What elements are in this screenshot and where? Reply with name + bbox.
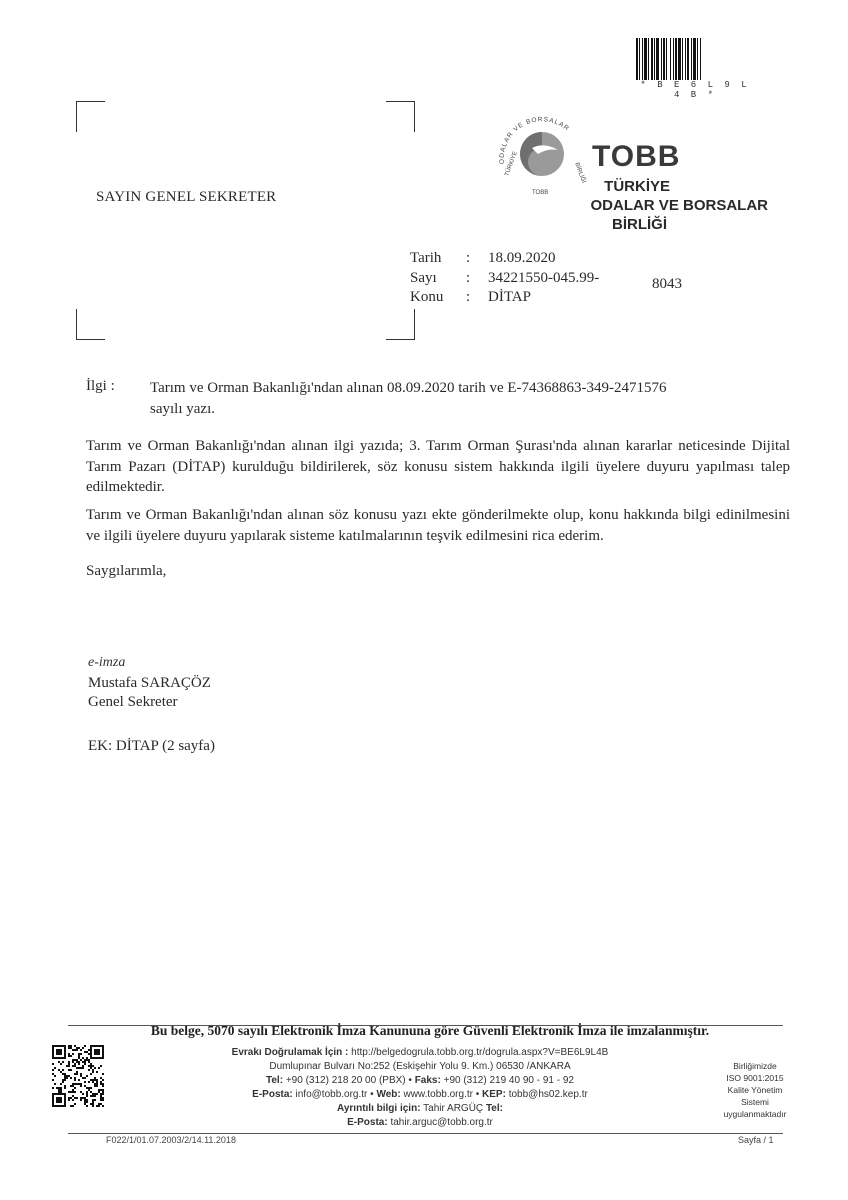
number-colon: : xyxy=(466,270,471,286)
barcode xyxy=(636,38,754,80)
tel-value: +90 (312) 218 20 00 (PBX) xyxy=(285,1075,406,1086)
seal-text-top: ODALAR VE BORSALAR xyxy=(498,116,571,165)
contact-tel-label: Tel: xyxy=(485,1103,503,1114)
page-number: Sayfa / 1 xyxy=(738,1135,774,1145)
date-label: Tarih xyxy=(410,250,442,266)
subject-label: Konu xyxy=(410,289,444,305)
fax-label: Faks: xyxy=(414,1075,441,1086)
kep-value[interactable]: tobb@hs02.kep.tr xyxy=(508,1089,588,1100)
contact-email-label: E-Posta: xyxy=(347,1117,388,1128)
iso-line-1: Birliğimizde xyxy=(733,1061,777,1071)
logo-line-3: BİRLİĞİ xyxy=(612,216,667,233)
email-value[interactable]: info@tobb.org.tr xyxy=(295,1089,368,1100)
number-label: Sayı xyxy=(410,270,437,286)
closing: Saygılarımla, xyxy=(86,563,167,579)
contact-value: Tahir ARGÜÇ xyxy=(423,1103,484,1114)
footer-contact-line: E-Posta: info@tobb.org.tr • Web: www.tobb.org.tr • KEP: tobb@hs02.kep.tr xyxy=(252,1089,588,1100)
fax-value: +90 (312) 219 40 90 - 91 - 92 xyxy=(443,1075,574,1086)
email-label: E-Posta: xyxy=(252,1089,293,1100)
seal-text-left: TÜRKİYE xyxy=(504,150,519,178)
signer-title: Genel Sekreter xyxy=(88,694,178,710)
iso-line-5: uygulanmaktadır xyxy=(723,1109,787,1119)
kep-label: KEP: xyxy=(482,1089,506,1100)
qr-code-icon xyxy=(52,1045,104,1107)
date-value: 18.09.2020 xyxy=(488,250,556,266)
contact-email-value[interactable]: tahir.arguc@tobb.org.tr xyxy=(390,1117,493,1128)
corner-mark-top-right xyxy=(386,101,415,132)
reference-text: Tarım ve Orman Bakanlığı'ndan alınan 08.09.2020 tarih ve E-74368863-349-2471576 sayılı yazı. xyxy=(150,380,667,417)
footer-address: Dumlupınar Bulvarı No:252 (Eskişehir Yolu 9. Km.) 06530 /ANKARA xyxy=(269,1061,571,1072)
subject-value: DİTAP xyxy=(488,289,531,305)
logo-line-2: ODALAR VE BORSALAR xyxy=(590,197,768,214)
form-code: F022/1/01.07.2003/2/14.11.2018 xyxy=(106,1135,236,1145)
verify-url[interactable]: http://belgedogrula.tobb.org.tr/dogrula.aspx?V=BE6L9L4B xyxy=(351,1047,609,1058)
signer-name: Mustafa SARAÇÖZ xyxy=(88,675,211,691)
seal-text-right: BİRLİĞİ xyxy=(573,162,587,185)
e-signature-label: e-imza xyxy=(88,655,126,670)
footer-legal-notice: Bu belge, 5070 sayılı Elektronik İmza Kanununa göre Güvenli Elektronik İmza ile imzalanmıştır. xyxy=(150,1023,710,1038)
corner-mark-bottom-left xyxy=(76,309,105,340)
barcode-code: * B E 6 L 9 L 4 B * xyxy=(640,80,750,100)
web-label: Web: xyxy=(376,1089,401,1100)
handwritten-number: 8043 xyxy=(652,276,682,292)
tel-label: Tel: xyxy=(266,1075,284,1086)
footer-phone-line: Tel: +90 (312) 218 20 00 (PBX) • Faks: +90 (312) 219 40 90 - 91 - 92 xyxy=(266,1075,574,1086)
iso-line-4: Sistemi xyxy=(741,1097,769,1107)
reference-label: İlgi : xyxy=(86,378,115,394)
attachment-note: EK: DİTAP (2 sayfa) xyxy=(88,738,215,754)
contact-label: Ayrıntılı bilgi için: xyxy=(337,1103,421,1114)
date-colon: : xyxy=(466,250,471,266)
body-paragraph-1: Tarım ve Orman Bakanlığı'ndan alınan ilgi yazıda; 3. Tarım Orman Şurası'nda alınan kararlar neticesinde Dijital Tarım Pazarı (DİTAP) kurulduğu bildirilerek, söz konusu sistem hakkında ilgili üyelere duyuru yapılması talep edilmektedir. xyxy=(86,438,790,495)
seal-text-bottom: TOBB xyxy=(532,190,549,196)
web-value[interactable]: www.tobb.org.tr xyxy=(403,1089,473,1100)
footer-contact-email-line xyxy=(150,1116,690,1130)
body-paragraph-2: Tarım ve Orman Bakanlığı'ndan alınan söz konusu yazı ekte gönderilmekte olup, konu hakkında bilgi edinilmesini ve ilgili üyelere duyuru yapılarak sisteme katılmalarının teşvik edilmesini rica ederim. xyxy=(86,507,790,544)
footer-divider-bottom xyxy=(68,1133,783,1134)
recipient: SAYIN GENEL SEKRETER xyxy=(96,189,277,205)
footer-divider-top xyxy=(68,1025,783,1026)
corner-mark-bottom-right xyxy=(386,309,415,340)
number-value: 34221550-045.99- xyxy=(488,270,600,286)
verify-label: Evrakı Doğrulamak İçin : xyxy=(231,1047,349,1058)
subject-colon: : xyxy=(466,289,471,305)
iso-line-2: ISO 9001:2015 xyxy=(726,1073,784,1083)
logo-line-1: TÜRKİYE xyxy=(604,178,670,195)
iso-line-3: Kalite Yönetim xyxy=(727,1085,783,1095)
logo-name: TOBB xyxy=(592,140,681,173)
footer-verify-line xyxy=(150,1046,690,1060)
footer-detail-line xyxy=(150,1102,690,1116)
corner-mark-top-left xyxy=(76,101,105,132)
